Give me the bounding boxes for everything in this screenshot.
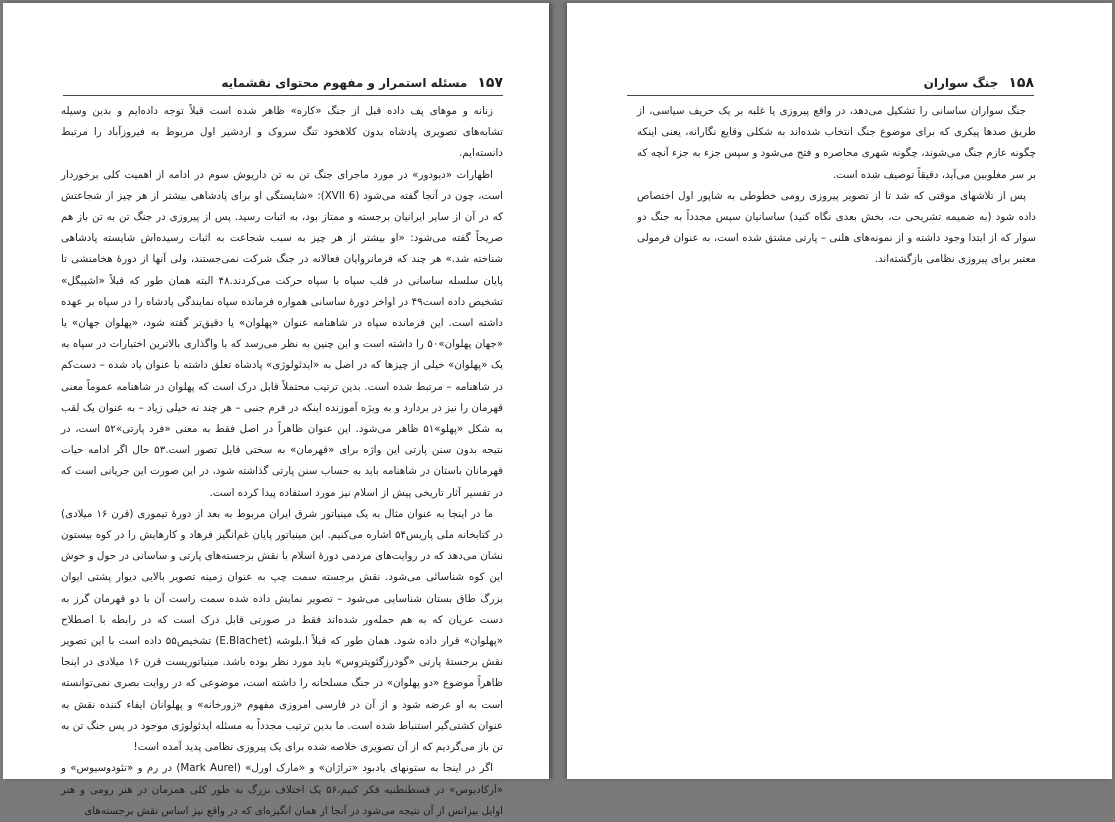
running-title: مسئله استمرار و مفهوم محتوای نقشمایه (221, 76, 468, 90)
paragraph: پس از تلاشهای موقتی که شد تا از تصویر پیروزی رومی خطوطی به شاپور اول اختصاص داده شود (به ضمیمه تشریحی ت، بخش بعدی نگاه کنید) ساسانیان سپس مجدداً به جنگ دو سوار که از ابتدا وجود داشته و از نمونه‌های هلنی – پارتی مشتق شده است، به عنوان فرمولی معتبر برای پیروزی نظامی بازگشته‌اند. (637, 189, 1036, 266)
header-rule (627, 95, 1034, 96)
page-number: ۱۵۷ (477, 75, 503, 91)
page-body (61, 101, 503, 822)
page-header (627, 73, 1034, 93)
paragraph: اظهارات «دیودور» در مورد ماجرای جنگ تن به تن داریوش سوم در ادامه از اهمیت کلی برخوردار است، چون در آنجا گفته می‌شود (XVII 6): «شایستگی او برای پادشاهی بیشتر از هر چیز از شجاعتش که در آن از سایر ایرانیان برجسته و ممتاز بود، به اثبات رسید. پس از پیروزی در جنگ تن به تن باز هم صریحاً گفته می‌شود: «او بیشتر از هر چیز به سبب شجاعت به اثبات رسیده‌اش شایسته پادشاهی شناخته شد.» هر چند که فرمانروایان فعالانه در جنگ شرکت نمی‌جستند، ولی آنها از دورهٔ هخامنشی تا پایان سلسله ساسانی در قلب سپاه با سپاه حرکت می‌کردند.۴۸ البته همان طور که قبلاً «اشپیگل» تشخیص داده است۴۹ در اواخر دورهٔ ساسانی همواره فرمانده سپاه نمایندگی پادشاه را در سپاه بر عهده داشته است. این فرمانده سپاه در شاهنامه عنوان «پهلوان» یا دقیق‌تر گفته شود، «پهلوان جهان» یا «جهان پهلوان»۵۰ را داشته است و این چنین به نظر می‌رسد که با واگذاری بالاترین اختیارات در سپاه به یک «پهلوان» خیلی از چیزها که در اصل به «ایدئولوژی» پادشاه تعلق داشته با عنوان یاد شده – دست‌کم در شاهنامه – مرتبط شده است. بدین ترتیب محتملاً قابل درک است که پهلوان در شاهنامه عموماً معنی قهرمان را نیز در بردارد و به ویژه آموزنده اینکه در فرم جنبی – هر چند نه خیلی زیاد – به عنوان یک لقب به شکل «پهلو»۵۱ ظاهر می‌شود. این عنوان ظاهراً در اصل فقط به معنی «فرد پارتی»۵۲ است، در نتیجه بدون سنن پارتی این واژه برای «قهرمان» به سختی قابل تصور است.۵۳ حال اگر ادامه حیات قهرمانان باستان در شاهنامه باید به حساب سنن پارتی گذاشته شود، در این صورت این جریانی است که در تفسیر آثار تاریخی پیش از اسلام نیز مورد استفاده پیدا کرده است. (61, 168, 504, 499)
paragraph: زنانه و موهای پف داده قبل از جنگ «کاره» ظاهر شده است قبلاً توجه داده‌ایم و بدین وسیله تشابه‌های تصویری پادشاه بدون کلاهخود تنگ سروک و اردشیر اول مربوط به فیروزآباد را مرتبط دانسته‌ایم. (61, 105, 503, 160)
paragraph: ما در اینجا به عنوان مثال به یک مینیاتور شرق ایران مربوط به بعد از دورهٔ تیموری (قرن ۱۶ میلادی) در کتابخانه ملی پاریس۵۴ اشاره می‌کنیم. این مینیاتور پایان غم‌انگیز فرهاد و کارهایش را در کوه بیستون نشان می‌دهد که در روایت‌های مردمی دورهٔ اسلام با نقش برجسته‌های پارتی و ساسانی در حول و حوش این کوه شناسائی می‌شود. نقش برجسته سمت چپ به عنوان زمینه تصویر بالایی دیوار پشتی ایوان بزرگ طاق بستان شناسایی می‌شود – تصویر نمایش داده شده سمت راست آن با دو قهرمان گرز به دست عریان که به هم حمله‌ور شده‌اند فقط در صورتی قابل درک است که در رابطه با اصطلاح «پهلوان» قرار داده شود. همان طور که قبلاً ا.بلوشه (E.Blachet) تشخیص۵۵ داده است با این تصویر نقش برجستهٔ پارتی «گودرزگئوپتروس» باید مورد نظر بوده باشد. مینیاتوریست قرن ۱۶ میلادی در اینجا ظاهراً موضوع «دو پهلوان» در جنگ مسلحانه را داشته است، موضوعی که در روایت بصری نمی‌توانسته است به او عرضه شود و از آن در فارسی امروزی مفهوم «زورخانه» و پهلوانان ایفاء کننده نقش به عنوان کشتی‌گیر استنباط شده است. ما بدین ترتیب مجدداً به مسئله ایدئولوژی موجود در پس جنگ تن به تن باز می‌گردیم که از آن تصویری خلاصه شده برای یک پیروزی نظامی پدید آمده است! (61, 507, 503, 754)
paragraph: جنگ سواران ساسانی را تشکیل می‌دهد، در واقع پیروزی یا غلبه بر یک حریف سیاسی، از طریق صدها پیکری که برای موضوع جنگ انتخاب شده‌اند به شکلی وقایع نگارانه، یعنی اینکه چگونه عازم جنگ می‌شوند، چگونه شهری محاصره و فتح می‌شود و سپس جزء به جزء آنچه که بر سر مغلوبین می‌آید، دقیقاً توصیف شده است. (637, 105, 1036, 181)
paragraph: اگر در اینجا به ستونهای یادبود «تراژان» و «مارک اورل» (Mark Aurel) در رم و «تئودوسیوس» و «آرکادیوس» در قسطنطنیه فکر کنیم،۵۶ یک اختلاف بزرگ به طور کلی همزمان در هنر رومی و هنر اوایل بیزانس از آن نتیجه می‌شود در آنجا از همان انگیزه‌ای که در واقع نیز اساس نقش برجسته‌های (61, 762, 503, 817)
page-header (63, 73, 503, 93)
header-rule (63, 95, 503, 96)
right-page (567, 3, 1112, 779)
left-page (3, 3, 549, 817)
running-title: جنگ سواران (923, 76, 999, 90)
page-number: ۱۵۸ (1008, 75, 1034, 91)
page-body (637, 101, 1036, 271)
